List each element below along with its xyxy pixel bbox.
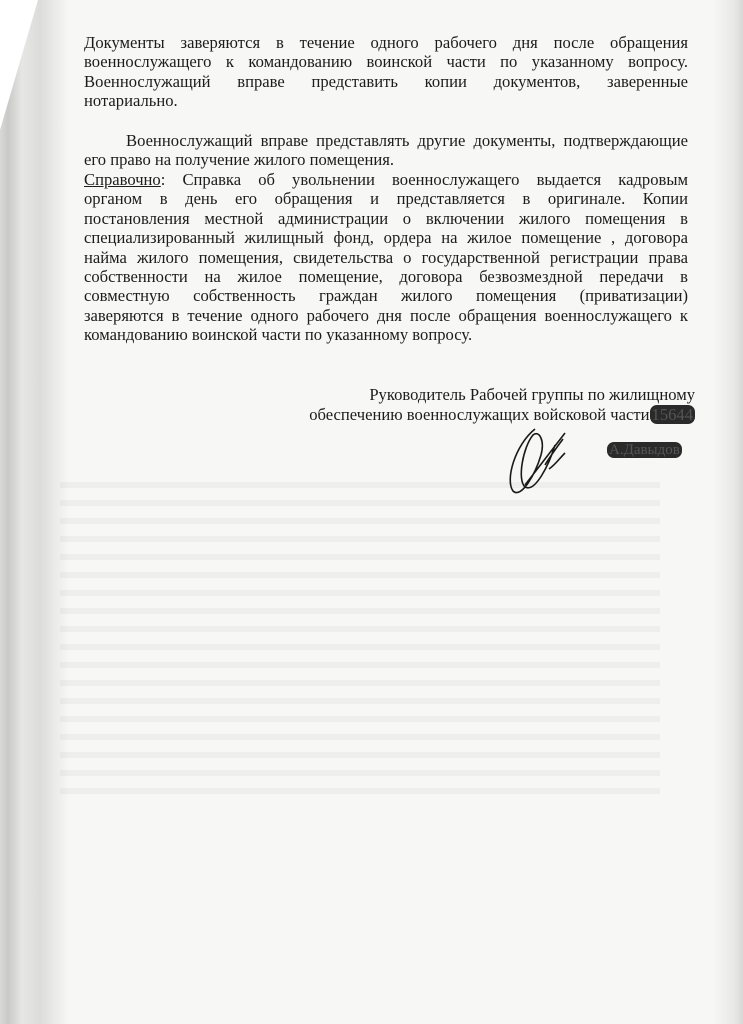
text-line: собственности на жилое помещение, договора безвозмездной передачи в (84, 267, 688, 287)
text-line: Военнослужащий вправе представлять другие документы, подтверждающие (126, 131, 688, 150)
redacted-name: А.Давыдов (609, 442, 680, 458)
text-line: командованию воинской части по указанному вопросу. (84, 325, 473, 345)
text-line: его право на получение жилого помещения. (84, 150, 394, 170)
bleed-through-text (60, 470, 660, 800)
text-line: заверяются в течение одного рабочего дня после обращения военнослужащего к (84, 305, 688, 325)
text-line: специализированный жилищный фонд, ордера на жилое помещение , договора (84, 228, 688, 248)
text-line: органом в день его обращения и представляется в оригинале. Копии (84, 189, 688, 209)
redacted-unit-number: 15644 (651, 405, 693, 424)
paragraph-1 (84, 33, 688, 111)
handwritten-signature (505, 425, 575, 497)
text-line: Военнослужащий вправе представить копии документов, заверенные (84, 71, 688, 91)
reference-label: Справочно (84, 170, 161, 189)
text-line: Документы заверяются в течение одного рабочего дня после обращения (84, 33, 688, 52)
signatory-name (607, 442, 682, 459)
folded-corner (0, 0, 38, 130)
text-line: нотариально. (84, 91, 178, 111)
title-line: Руководитель Рабочей группы по жилищному (369, 385, 695, 404)
title-line (309, 405, 695, 425)
paragraph-3 (84, 170, 688, 345)
text-span: обеспечению военнослужащих войсковой части (309, 405, 650, 424)
text-line (84, 170, 688, 189)
text-span: : Справка об увольнении военнослужащего выдается кадровым (160, 170, 688, 189)
text-line: постановления местной администрации о включении жилого помещения в (84, 208, 688, 228)
paragraph-2 (84, 131, 688, 170)
text-line: военнослужащего к командованию воинской части по указанному вопросу. (84, 52, 688, 72)
text-line: найма жилого помещения, свидетельства о государственной регистрации права (84, 247, 688, 267)
scan-edge-right (713, 0, 743, 1024)
text-line: совместную собственность граждан жилого помещения (приватизации) (84, 286, 688, 306)
signatory-title (309, 385, 695, 425)
